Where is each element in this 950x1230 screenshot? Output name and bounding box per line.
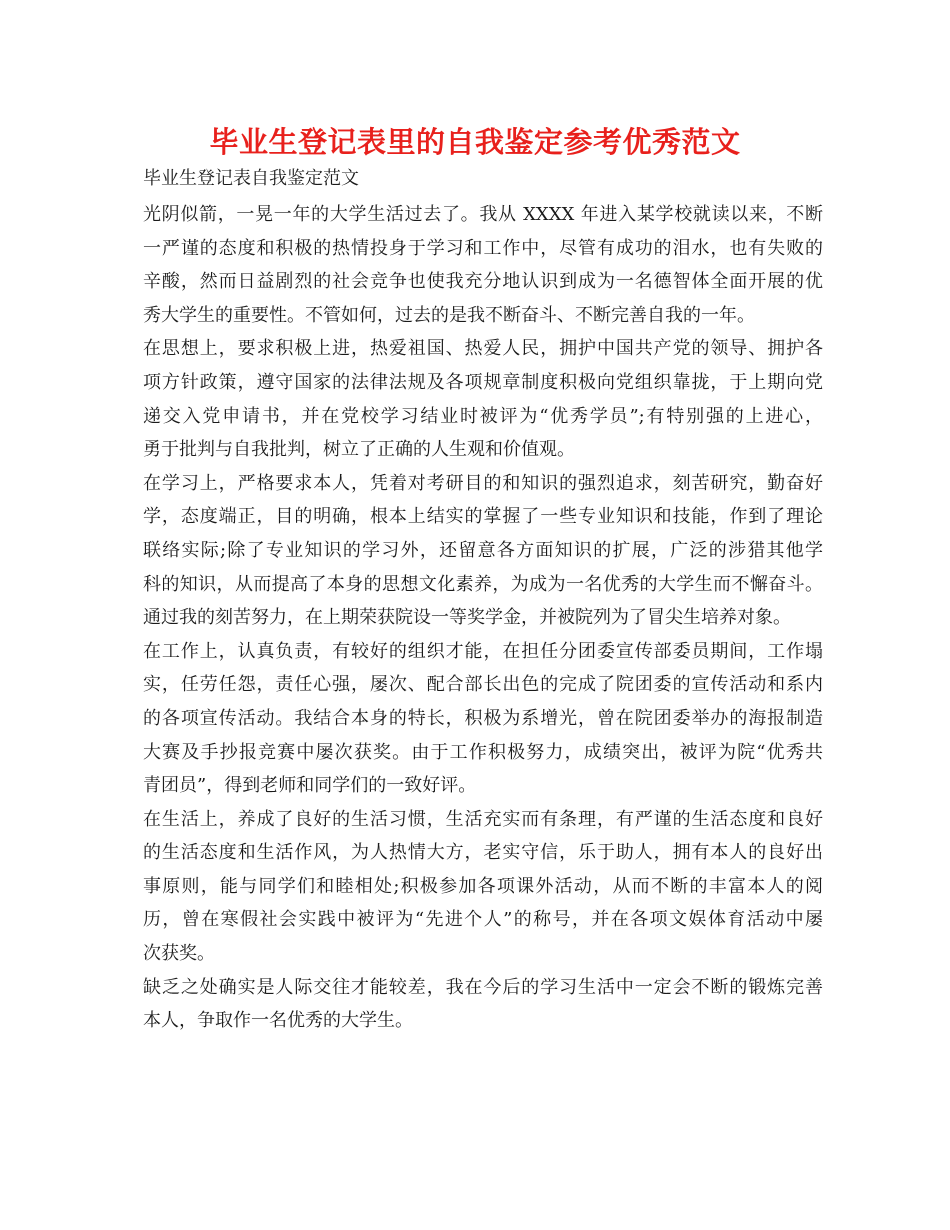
- text-line: 联络实际;除了专业知识的学习外，还留意各方面知识的扩展，广泛的涉猎其他学: [143, 539, 823, 561]
- document-body: [143, 198, 823, 1038]
- paragraph-study: [143, 467, 823, 635]
- text-line: 本人，争取作一名优秀的大学生。: [143, 1010, 413, 1032]
- document-title: 毕业生登记表里的自我鉴定参考优秀范文: [209, 125, 741, 159]
- paragraph-ideology: [143, 332, 823, 466]
- text-line: 科的知识，从而提高了本身的思想文化素养，为成为一名优秀的大学生而不懈奋斗。: [143, 573, 823, 595]
- text-line: 事原则，能与同学们和睦相处;积极参加各项课外活动，从而不断的丰富本人的阅: [143, 875, 823, 897]
- text-line: 递交入党申请书，并在党校学习结业时被评为“优秀学员”;有特别强的上进心，: [143, 405, 823, 427]
- text-line: 勇于批判与自我批判，树立了正确的人生观和价值观。: [143, 439, 575, 461]
- text-line: 在工作上，认真负责，有较好的组织才能，在担任分团委宣传部委员期间，工作塌: [143, 640, 823, 662]
- text-line: 的各项宣传活动。我结合本身的特长，积极为系增光，曾在院团委举办的海报制造: [143, 707, 823, 729]
- text-line: 实，任劳任怨，责任心强，屡次、配合部长出色的完成了院团委的宣传活动和系内: [143, 674, 823, 696]
- paragraph-work: [143, 635, 823, 803]
- text-line: 在生活上，养成了良好的生活习惯，生活充实而有条理，有严谨的生活态度和良好: [143, 808, 823, 830]
- text-line: 辛酸，然而日益剧烈的社会竞争也使我充分地认识到成为一名德智体全面开展的优: [143, 271, 823, 293]
- text-line: 缺乏之处确实是人际交往才能较差，我在今后的学习生活中一定会不断的锻炼完善: [143, 976, 823, 998]
- text-line: 学，态度端正，目的明确，根本上结实的掌握了一些专业知识和技能，作到了理论: [143, 506, 823, 528]
- document-subtitle: 毕业生登记表自我鉴定范文: [143, 168, 359, 189]
- paragraph-life: [143, 803, 823, 971]
- paragraph-shortcomings: [143, 971, 823, 1038]
- text-line: 在学习上，严格要求本人，凭着对考研目的和知识的强烈追求，刻苦研究，勤奋好: [143, 472, 823, 494]
- text-line: 通过我的刻苦努力，在上期荣获院设一等奖学金，并被院列为了冒尖生培养对象。: [143, 607, 791, 629]
- text-line: 项方针政策，遵守国家的法律法规及各项规章制度积极向党组织靠拢，于上期向党: [143, 371, 823, 393]
- text-line: 历，曾在寒假社会实践中被评为“先进个人”的称号，并在各项文娱体育活动中屡: [143, 909, 823, 931]
- text-line: 的生活态度和生活作风，为人热情大方，老实守信，乐于助人，拥有本人的良好出: [143, 842, 823, 864]
- text-line: 在思想上，要求积极上进，热爱祖国、热爱人民，拥护中国共产党的领导、拥护各: [143, 338, 823, 360]
- text-line: 大赛及手抄报竞赛中屡次获奖。由于工作积极努力，成绩突出，被评为院“优秀共: [143, 741, 823, 763]
- paragraph-intro: [143, 198, 823, 332]
- text-line: 次获奖。: [143, 943, 215, 965]
- text-line: 青团员”，得到老师和同学们的一致好评。: [143, 775, 477, 797]
- text-line: 光阴似箭，一晃一年的大学生活过去了。我从 XXXX 年进入某学校就读以来，不断: [143, 204, 823, 225]
- text-line: 一严谨的态度和积极的热情投身于学习和工作中，尽管有成功的泪水，也有失败的: [143, 237, 823, 259]
- text-line: 秀大学生的重要性。不管如何，过去的是我不断奋斗、不断完善自我的一年。: [143, 304, 755, 326]
